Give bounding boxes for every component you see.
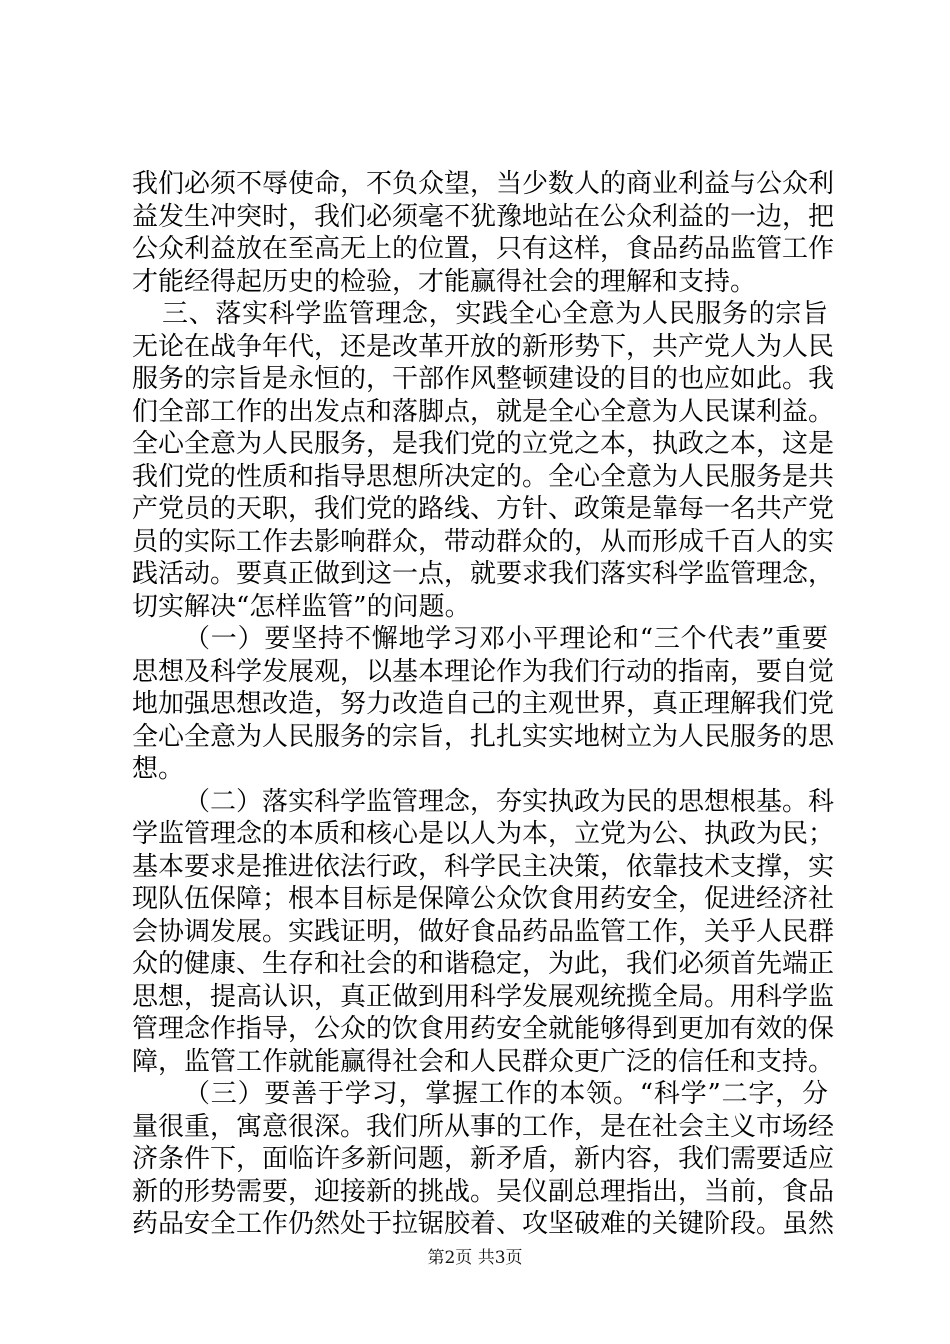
text-line: 学监管理念的本质和核心是以人为本，立党为公、执政为民； — [132, 819, 835, 849]
document-body — [132, 168, 835, 1241]
text-line: 想。 — [132, 754, 185, 784]
text-line: 思想及科学发展观，以基本理论作为我们行动的指南，要自觉 — [132, 656, 835, 687]
text-line: （一）要坚持不懈地学习邓小平理论和“三个代表”重要 — [184, 624, 828, 654]
text-line: 公众利益放在至高无上的位置，只有这样，食品药品监管工作 — [132, 234, 835, 264]
text-line: 三、落实科学监管理念，实践全心全意为人民服务的宗旨 — [162, 299, 828, 329]
text-line: 现队伍保障；根本目标是保障公众饮食用药安全，促进经济社 — [132, 884, 835, 914]
text-line: 众的健康、生存和社会的和谐稳定，为此，我们必须首先端正 — [132, 949, 835, 979]
text-line: 量很重，寓意很深。我们所从事的工作，是在社会主义市场经 — [132, 1111, 835, 1142]
text-line: 济条件下，面临许多新问题，新矛盾，新内容，我们需要适应 — [132, 1144, 835, 1174]
text-line: 障，监管工作就能赢得社会和人民群众更广泛的信任和支持。 — [132, 1046, 835, 1077]
text-line: 药品安全工作仍然处于拉锯胶着、攻坚破难的关键阶段。虽然 — [132, 1209, 835, 1239]
text-line: 全心全意为人民服务，是我们党的立党之本，执政之本，这是 — [132, 429, 835, 459]
text-line: 我们党的性质和指导思想所决定的。全心全意为人民服务是共 — [132, 461, 835, 492]
text-line: 无论在战争年代，还是改革开放的新形势下，共产党人为人民 — [132, 331, 835, 362]
text-line: 切实解决“怎样监管”的问题。 — [132, 591, 471, 622]
text-line: （二）落实科学监管理念，夯实执政为民的思想根基。科 — [184, 786, 835, 817]
text-line: 管理念作指导，公众的饮食用药安全就能够得到更加有效的保 — [132, 1014, 835, 1044]
text-line: 益发生冲突时，我们必须毫不犹豫地站在公众利益的一边，把 — [132, 201, 835, 232]
text-line: 服务的宗旨是永恒的，干部作风整顿建设的目的也应如此。我 — [132, 364, 835, 394]
text-line: 会协调发展。实践证明，做好食品药品监管工作，关乎人民群 — [132, 916, 835, 947]
text-line: 地加强思想改造，努力改造自己的主观世界，真正理解我们党 — [132, 689, 835, 719]
text-line: 新的形势需要，迎接新的挑战。吴仪副总理指出，当前，食品 — [132, 1176, 835, 1207]
text-line: 思想，提高认识，真正做到用科学发展观统揽全局。用科学监 — [132, 981, 835, 1012]
text-line: 我们必须不辱使命，不负众望，当少数人的商业利益与公众利 — [132, 169, 835, 199]
text-line: 员的实际工作去影响群众，带动群众的，从而形成千百人的实 — [132, 526, 835, 557]
page-footer: 第2页 共3页 — [427, 1248, 523, 1268]
text-line: 全心全意为人民服务的宗旨，扎扎实实地树立为人民服务的思 — [132, 721, 835, 752]
text-line: 践活动。要真正做到这一点，就要求我们落实科学监管理念， — [132, 559, 835, 589]
text-line: 基本要求是推进依法行政，科学民主决策，依靠技术支撑，实 — [132, 851, 835, 882]
text-line: 们全部工作的出发点和落脚点，就是全心全意为人民谋利益。 — [132, 396, 835, 427]
text-line: （三）要善于学习，掌握工作的本领。“科学”二字，分 — [184, 1079, 828, 1109]
text-line: 产党员的天职，我们党的路线、方针、政策是靠每一名共产党 — [132, 494, 835, 524]
text-line: 才能经得起历史的检验，才能赢得社会的理解和支持。 — [132, 266, 757, 297]
